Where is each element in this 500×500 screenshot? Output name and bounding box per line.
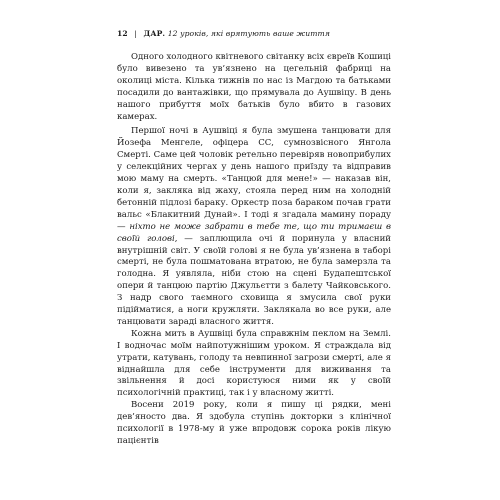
paragraph-2: [117, 126, 391, 328]
paragraph-1: Одного холодного квітневого світанку всіх євреїв Кошиці було вивезено та ув’язнено на цегельній фабриці на околиці міста. Кілька тижнів по нас із Магдою та батьками посадили до вантажівки, що прямувала до Аушвіцу. В день нашого прибуття моїх батьків було вбито в газових камерах.: [117, 52, 391, 122]
paragraph-3: Кожна мить в Аушвіці була справжнім пеклом на Землі. І водночас моїм найпотужнішим уроком. Я страждала від утрати, катувань, голоду та невпинної загрози смерті, але я віднайшла для себе інструменти для виживання та звільнення й досі користуюся ними як у своїй психологічній практиці, так і у власному житті.: [117, 328, 391, 399]
paragraph-2-part-a: Першої ночі в Аушвіці я була змушена танцювати для Йозефа Менгеле, офіцера СС, сумнозвісного Янгола Смерті. Саме цей чоловік ретельно перевіряв новоприбулих у селекційних чергах у день нашого приїзду та відправив мою маму на смерть. «Танцюй для мене!» — наказав він, коли я, закляка від жаху, стояла перед ним на холодній бетонній підлозі бараку. Оркестр поза бараком почав грати вальс «Блакитний Дунай». І тоді я згадала мамину пораду —: [117, 126, 391, 232]
header-divider: |: [134, 29, 137, 38]
page-number: 12: [117, 29, 128, 38]
paragraph-4: Восени 2019 року, коли я пишу ці рядки, мені дев’яносто два. Я здобула ступінь докторки з клінічної психології в 1978-му й уже впродовж сорока років лікую пацієнтів: [117, 400, 391, 446]
body-text: [117, 52, 391, 448]
book-title: ДАР.: [143, 29, 166, 38]
running-header: [117, 29, 387, 38]
paragraph-2-italic: ніхто не може забрати в тебе те, що ти тримаєш в своїй голові: [117, 221, 392, 244]
book-subtitle: 12 уроків, які врятують ваше життя: [167, 29, 330, 38]
paragraph-2-part-b: , — заплющила очі й поринула у власний внутрішній світ. У своїй голові я не була ув’язнена в таборі смерті, не була пошматована втратою, не була замерзла та голодна. Я уявляла, ніби стою на сцені Будапештської опери й танцюю партію Джульєтти з балету Чайковського. З надр свого таємного сховища я змусила свої руки підійматися, а ноги кружляти. Заклякала во все руки, але танцювати зараді власного життя.: [117, 233, 391, 327]
